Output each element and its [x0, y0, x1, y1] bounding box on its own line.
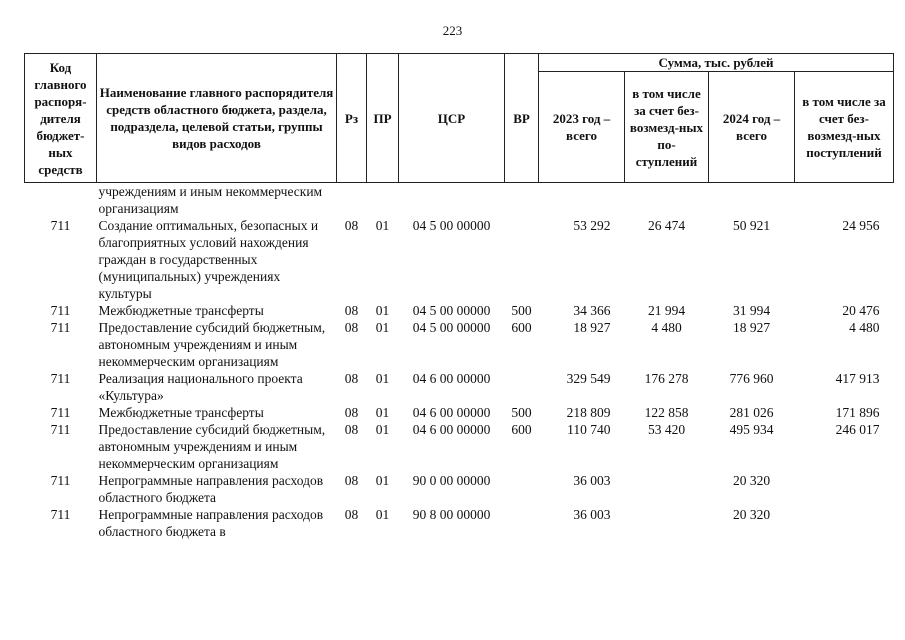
cell-pr: 01 — [375, 422, 390, 437]
cell-vr: 600 — [511, 320, 532, 335]
cell-2023-total: 218 809 — [566, 405, 611, 420]
cell-name: Непрограммные направления расходов областного бюджета в — [98, 507, 324, 539]
header-name: Наименование главного распорядителя средств областного бюджета, раздела, подраздела, целевой статьи, группы видов расходов — [97, 54, 337, 183]
cell-code: 711 — [50, 422, 71, 437]
cell-pr: 01 — [375, 507, 390, 522]
cell-csr: 04 5 00 00000 — [412, 320, 491, 335]
cell-2024-total: 281 026 — [729, 405, 774, 420]
table-row — [25, 421, 894, 472]
cell-rz: 08 — [344, 303, 359, 318]
cell-pr: 01 — [375, 303, 390, 318]
cell-vr: 600 — [511, 422, 532, 437]
cell-2024-free: 24 956 — [842, 218, 880, 233]
table-row — [25, 404, 894, 421]
cell-code: 711 — [50, 303, 71, 318]
table-row — [25, 217, 894, 302]
header-2024-free: в том числе за счет без-возмезд-ных поступлений — [795, 72, 894, 183]
cell-2024-free: 246 017 — [835, 422, 880, 437]
cell-2024-free — [795, 506, 894, 540]
cell-rz: 08 — [344, 507, 359, 522]
header-rz: Рз — [337, 54, 367, 183]
header-vr: ВР — [505, 54, 539, 183]
cell-name: Предоставление субсидий бюджетным, автономным учреждениям и иным некоммерческим организациям — [98, 422, 326, 471]
page-number: 223 — [442, 23, 463, 38]
cell-2023-free — [625, 472, 709, 506]
cell-2023-total: 110 740 — [567, 422, 611, 437]
cell-code: 711 — [50, 507, 71, 522]
cell-2023-free: 122 858 — [644, 405, 689, 420]
cell-name: Межбюджетные трансферты — [98, 405, 264, 420]
cell-vr: 500 — [511, 405, 532, 420]
cell-rz — [337, 183, 367, 218]
header-code: Код главного распоря-дителя бюджет-ных средств — [25, 54, 97, 183]
cell-name: учреждениям и иным некоммерческим организациям — [98, 184, 323, 216]
cell-2024-total — [709, 183, 795, 218]
cell-name: Реализация национального проекта «Культура» — [98, 371, 303, 403]
cell-csr: 90 0 00 00000 — [412, 473, 491, 488]
cell-2023-total: 36 003 — [573, 507, 611, 522]
cell-2024-total: 776 960 — [729, 371, 774, 386]
cell-csr — [399, 183, 505, 218]
cell-vr — [505, 506, 539, 540]
cell-2023-total: 53 292 — [573, 218, 611, 233]
cell-name: Предоставление субсидий бюджетным, автономным учреждениям и иным некоммерческим организациям — [98, 320, 326, 369]
cell-name: Создание оптимальных, безопасных и благоприятных условий нахождения граждан в государственных (муниципальных) учреждениях культуры — [98, 218, 319, 301]
cell-2023-total: 34 366 — [573, 303, 611, 318]
cell-code: 711 — [50, 371, 71, 386]
cell-2023-total: 36 003 — [573, 473, 611, 488]
cell-pr: 01 — [375, 218, 390, 233]
cell-code: 711 — [50, 218, 71, 233]
table-row — [25, 506, 894, 540]
cell-2023-free: 176 278 — [644, 371, 689, 386]
table-row — [25, 472, 894, 506]
cell-vr — [505, 370, 539, 404]
table-row — [25, 370, 894, 404]
cell-code: 711 — [50, 405, 71, 420]
cell-csr: 04 6 00 00000 — [412, 371, 491, 386]
cell-csr: 04 6 00 00000 — [412, 405, 491, 420]
table-row — [25, 319, 894, 370]
cell-2024-free — [795, 472, 894, 506]
cell-code: 711 — [50, 473, 71, 488]
cell-csr: 04 5 00 00000 — [412, 303, 491, 318]
table-header — [25, 54, 894, 183]
cell-2024-total: 31 994 — [732, 303, 771, 318]
cell-code: 711 — [50, 320, 71, 335]
header-2023-total: 2023 год – всего — [539, 72, 625, 183]
header-2024-total: 2024 год – всего — [709, 72, 795, 183]
cell-2023-total: 329 549 — [566, 371, 611, 386]
cell-pr — [367, 183, 399, 218]
cell-rz: 08 — [344, 405, 359, 420]
cell-vr — [505, 183, 539, 218]
cell-2024-total: 495 934 — [729, 422, 774, 437]
cell-code — [25, 183, 97, 218]
header-pr: ПР — [367, 54, 399, 183]
cell-2023-free — [625, 183, 709, 218]
table-row — [25, 183, 894, 218]
cell-vr: 500 — [511, 303, 532, 318]
cell-rz: 08 — [344, 422, 359, 437]
cell-2024-free: 4 480 — [849, 320, 880, 335]
table-body — [25, 183, 894, 541]
cell-csr: 90 8 00 00000 — [412, 507, 491, 522]
cell-csr: 04 5 00 00000 — [412, 218, 491, 233]
cell-2024-free: 417 913 — [835, 371, 880, 386]
budget-table — [24, 53, 894, 540]
cell-rz: 08 — [344, 473, 359, 488]
cell-2023-free: 26 474 — [647, 218, 686, 233]
cell-2023-free: 53 420 — [647, 422, 686, 437]
cell-rz: 08 — [344, 320, 359, 335]
cell-pr: 01 — [375, 371, 390, 386]
cell-csr: 04 6 00 00000 — [412, 422, 491, 437]
cell-2023-free: 21 994 — [647, 303, 686, 318]
cell-name: Межбюджетные трансферты — [98, 303, 264, 318]
cell-2023-total — [539, 183, 625, 218]
cell-pr: 01 — [375, 473, 390, 488]
cell-rz: 08 — [344, 371, 359, 386]
cell-2024-free: 20 476 — [842, 303, 880, 318]
cell-2024-total: 20 320 — [732, 507, 771, 522]
cell-2024-total: 18 927 — [732, 320, 771, 335]
header-csr: ЦСР — [399, 54, 505, 183]
cell-vr — [505, 472, 539, 506]
cell-pr: 01 — [375, 320, 390, 335]
cell-pr: 01 — [375, 405, 390, 420]
cell-2024-total: 20 320 — [732, 473, 771, 488]
cell-2024-free — [795, 183, 894, 218]
cell-2024-free: 171 896 — [835, 405, 880, 420]
cell-2024-total: 50 921 — [732, 218, 771, 233]
cell-rz: 08 — [344, 218, 359, 233]
cell-2023-free — [625, 506, 709, 540]
cell-2023-free: 4 480 — [651, 320, 682, 335]
cell-2023-total: 18 927 — [573, 320, 611, 335]
cell-name: Непрограммные направления расходов областного бюджета — [98, 473, 324, 505]
header-2023-free: в том числе за счет без-возмезд-ных по-ступлений — [625, 72, 709, 183]
table-row — [25, 302, 894, 319]
cell-vr — [505, 217, 539, 302]
header-sum-group: Сумма, тыс. рублей — [539, 54, 894, 72]
